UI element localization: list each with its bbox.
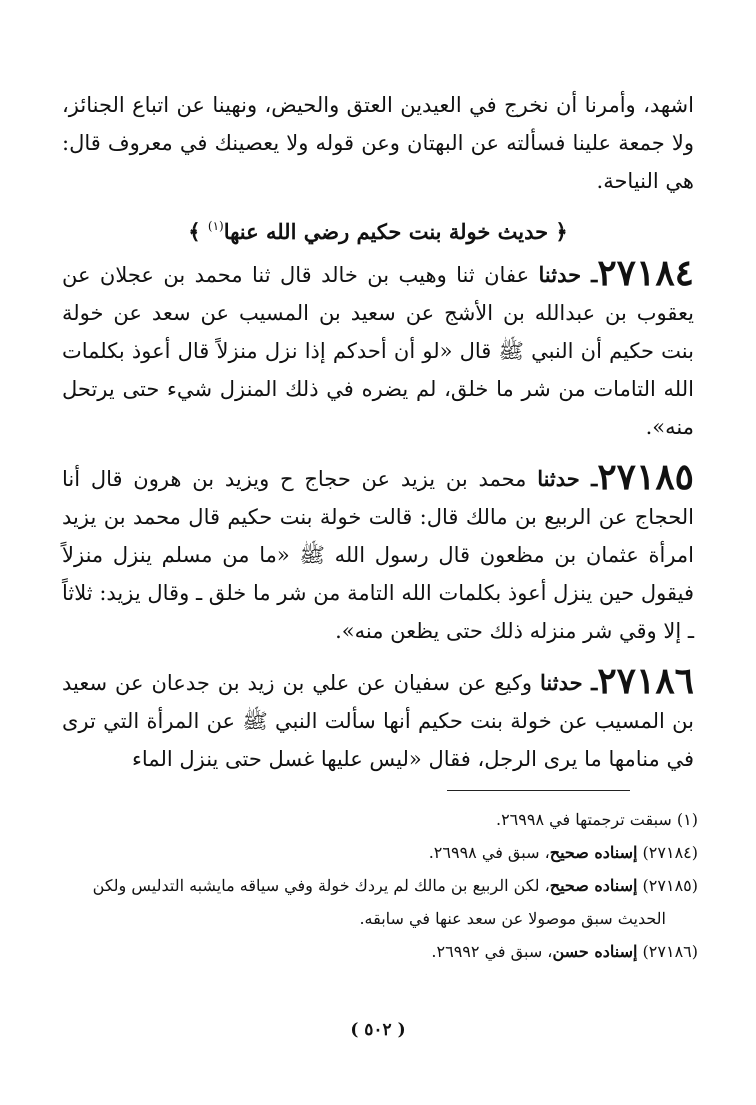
footnotes [58, 803, 698, 968]
hadith-27186 [62, 662, 694, 778]
intro-paragraph: اشهد، وأمرنا أن نخرج في العيدين العتق والحيض، ونهينا عن اتباع الجنائز، ولا جمعة علينا فسألته عن البهتان وعن قوله ولا يعصينك في معروف قال: هي النياحة. [62, 93, 694, 193]
footnote-prefix: (١) [671, 810, 698, 829]
hadith-text: عفان ثنا وهيب بن خالد قال ثنا محمد بن عجلان عن يعقوب بن عبدالله بن الأشج عن سعيد بن المسيب عن سعد عن خولة بنت حكيم أن النبي ﷺ قال «لو أن أحدكم إذا نزل منزلاً قال أعوذ بكلمات الله التامات من شر ما خلق، لم يضره في ذلك المنزل شيء حتى يرتحل منه». [62, 263, 694, 439]
hadith-text: وكيع عن سفيان عن علي بن زيد بن جدعان عن سعيد بن المسيب عن خولة بنت حكيم أنها سألت النبي ﷺ عن المرأة التي ترى في منامها ما يرى الرجل، فقال «ليس عليها غسل حتى ينزل الماء [62, 671, 694, 771]
section-heading-text: ﴿ حديث خولة بنت حكيم رضي الله عنها [223, 219, 568, 244]
footnote-grade: إسناده حسن [552, 942, 638, 961]
hadith-number: ٢٧١٨٦ [597, 660, 694, 702]
footnote-27186 [58, 935, 698, 968]
footnote-27185-continuation: الحديث سبق موصولا عن سعد عنها في سابقه. [359, 909, 666, 928]
hadith-text: محمد بن يزيد عن حجاج ح ويزيد بن هرون قال أنا الحجاج عن الربيع بن مالك قال: قالت خولة بنت حكيم قال محمد بن يزيد امرأة عثمان بن مظعون قال رسول الله ﷺ «ما من مسلم ينزل منزلاً فيقول حين ينزل أعوذ بكلمات الله التامة من شر ما خلق ـ وقال يزيد: ثلاثاً ـ إلا وقي شر منزله ذلك حتى يظعن منه». [62, 467, 694, 643]
hadith-keyword: حدثنا [537, 466, 580, 491]
footnote-text: ، لكن الربيع بن مالك لم يردك خولة وفي سياقه مايشبه التدليس ولكن [92, 876, 550, 895]
hadith-27184 [62, 254, 694, 446]
hadith-27185 [62, 458, 694, 650]
footnote-text: ، سبق في ٢٦٩٩٢. [431, 942, 553, 961]
footnote-prefix: (٢٧١٨٤) [637, 843, 698, 862]
footnote-text: ، سبق في ٢٦٩٩٨. [428, 843, 550, 862]
hadith-dash: ـ [581, 262, 598, 287]
hadith-dash: ـ [582, 670, 598, 695]
footnote-marker: (١) [207, 219, 224, 233]
footnote-grade: إسناده صحيح [549, 843, 638, 862]
section-heading [62, 204, 694, 254]
footnote-27185 [58, 869, 698, 902]
hadith-keyword: حدثنا [538, 262, 582, 287]
main-text [62, 86, 694, 790]
section-heading-close: ﴾ [188, 219, 208, 244]
hadith-keyword: حدثنا [539, 670, 583, 695]
hadith-number: ٢٧١٨٤ [597, 252, 694, 294]
footnote-27184 [58, 836, 698, 869]
page-number: ( ٥٠٢ ) [350, 1020, 406, 1040]
footnote-text: سبقت ترجمتها في ٢٦٩٩٨. [495, 810, 672, 829]
footnote-grade: إسناده صحيح [549, 876, 638, 895]
hadith-dash: ـ [579, 466, 598, 491]
footnote-prefix: (٢٧١٨٦) [637, 942, 698, 961]
footnote-1 [58, 803, 698, 836]
hadith-number: ٢٧١٨٥ [597, 456, 695, 498]
footnote-prefix: (٢٧١٨٥) [637, 876, 698, 895]
footnote-divider [447, 790, 630, 791]
